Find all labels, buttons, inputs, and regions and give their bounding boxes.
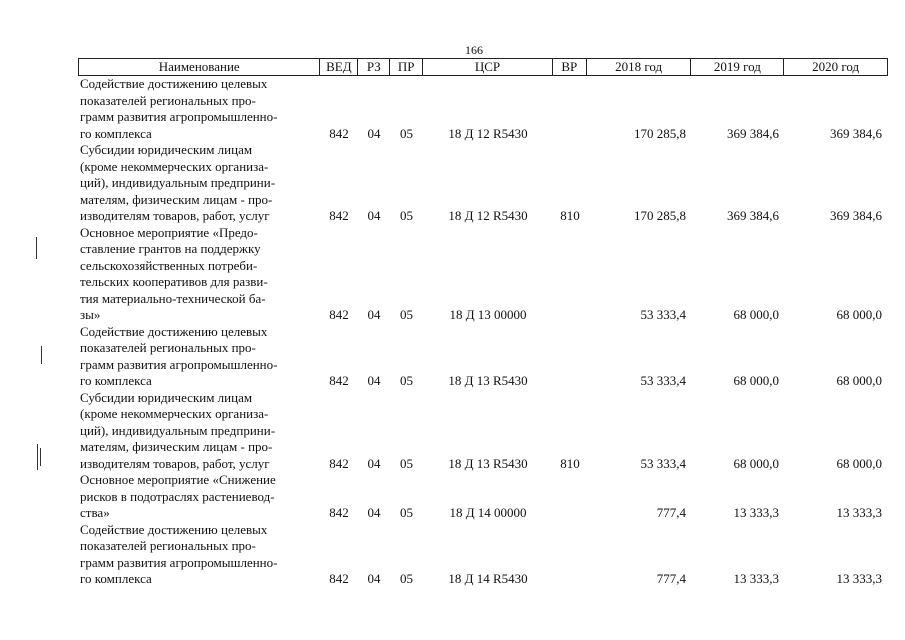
name-line: го комплекса bbox=[80, 373, 152, 388]
name-line: ства» bbox=[80, 505, 110, 520]
cell-name bbox=[78, 76, 320, 142]
name-line: грамм развития агропромышленно- bbox=[80, 109, 278, 124]
cell-pr: 05 bbox=[400, 505, 413, 520]
cell-2019: 68 000,0 bbox=[733, 373, 779, 388]
cell-pr: 05 bbox=[400, 307, 413, 322]
header-vr: ВР bbox=[553, 59, 587, 75]
cell-ved: 842 bbox=[329, 505, 349, 520]
cell-ved: 842 bbox=[329, 373, 349, 388]
cell-2018: 777,4 bbox=[656, 571, 686, 586]
cell-2018: 53 333,4 bbox=[640, 455, 686, 471]
name-line: тия материально-технической ба- bbox=[80, 290, 266, 306]
cell-vr: 810 bbox=[560, 208, 580, 223]
cell-pr: 05 bbox=[400, 571, 413, 586]
table-header bbox=[78, 58, 888, 76]
cell-rz: 04 bbox=[367, 125, 381, 141]
cell-pr: 05 bbox=[400, 208, 413, 223]
cell-csr: 18 Д 12 R5430 bbox=[448, 125, 528, 141]
header-name: Наименование bbox=[79, 59, 320, 75]
table-body bbox=[78, 76, 888, 588]
name-line: Основное мероприятие «Снижение bbox=[80, 472, 276, 487]
cell-rz: 04 bbox=[367, 373, 381, 388]
table-row bbox=[78, 522, 888, 588]
cell-pr: 05 bbox=[400, 125, 413, 141]
cell-2020: 68 000,0 bbox=[836, 373, 882, 388]
cell-2018: 170 285,8 bbox=[634, 125, 686, 141]
name-line: Содействие достижению целевых bbox=[80, 76, 268, 91]
cell-2020: 369 384,6 bbox=[830, 208, 882, 223]
cell-2020: 13 333,3 bbox=[836, 505, 882, 520]
name-line: рисков в подотраслях растениевод- bbox=[80, 488, 275, 504]
table-row bbox=[78, 390, 888, 473]
name-line: Содействие достижению целевых bbox=[80, 323, 268, 339]
cell-rz: 04 bbox=[367, 307, 381, 322]
cell-2019: 369 384,6 bbox=[727, 125, 779, 141]
cell-2019: 369 384,6 bbox=[727, 208, 779, 223]
cell-2020: 68 000,0 bbox=[836, 307, 882, 322]
name-line: показателей региональных про- bbox=[80, 538, 256, 553]
name-line: го комплекса bbox=[80, 571, 152, 586]
name-line: изводителям товаров, работ, услуг bbox=[80, 455, 270, 471]
cell-2020: 13 333,3 bbox=[836, 571, 882, 586]
table-row bbox=[78, 76, 888, 142]
name-line: ций), индивидуальным предприни- bbox=[80, 422, 276, 438]
cell-name bbox=[78, 324, 320, 390]
cell-csr: 18 Д 14 00000 bbox=[449, 505, 527, 520]
header-csr: ЦСР bbox=[423, 59, 553, 75]
cell-ved: 842 bbox=[329, 125, 349, 141]
header-ved: ВЕД bbox=[320, 59, 358, 75]
cell-name bbox=[78, 522, 320, 588]
cell-2020: 369 384,6 bbox=[830, 125, 882, 141]
name-line: изводителям товаров, работ, услуг bbox=[80, 208, 270, 223]
name-line: ций), индивидуальным предприни- bbox=[80, 175, 276, 190]
cell-2018: 53 333,4 bbox=[640, 373, 686, 388]
cell-ved: 842 bbox=[329, 571, 349, 586]
cell-2020: 68 000,0 bbox=[836, 455, 882, 471]
cell-pr: 05 bbox=[400, 373, 413, 388]
cell-vr: 810 bbox=[560, 455, 580, 471]
margin-mark bbox=[37, 444, 38, 470]
table-row bbox=[78, 225, 888, 324]
name-line: сельскохозяйственных потреби- bbox=[80, 257, 258, 273]
cell-2018: 777,4 bbox=[656, 505, 686, 520]
header-rz: РЗ bbox=[358, 59, 390, 75]
name-line: Содействие достижению целевых bbox=[80, 521, 268, 537]
cell-2019: 13 333,3 bbox=[733, 571, 779, 586]
cell-name bbox=[78, 142, 320, 225]
cell-csr: 18 Д 13 R5430 bbox=[448, 455, 528, 471]
name-line: показателей региональных про- bbox=[80, 92, 256, 108]
cell-2019: 68 000,0 bbox=[733, 307, 779, 322]
name-line: показателей региональных про- bbox=[80, 340, 256, 355]
cell-2019: 68 000,0 bbox=[733, 455, 779, 471]
name-line: грамм развития агропромышленно- bbox=[80, 554, 278, 570]
name-line: го комплекса bbox=[80, 125, 152, 141]
cell-csr: 18 Д 12 R5430 bbox=[448, 208, 528, 223]
name-line: (кроме некоммерческих организа- bbox=[80, 158, 269, 174]
cell-2019: 13 333,3 bbox=[733, 505, 779, 520]
name-line: мателям, физическим лицам - про- bbox=[80, 439, 273, 454]
cell-name bbox=[78, 225, 320, 324]
cell-pr: 05 bbox=[400, 455, 413, 471]
name-line: ставление грантов на поддержку bbox=[80, 241, 261, 256]
table-row bbox=[78, 142, 888, 225]
cell-rz: 04 bbox=[367, 571, 381, 586]
cell-ved: 842 bbox=[329, 208, 349, 223]
cell-ved: 842 bbox=[329, 455, 349, 471]
name-line: (кроме некоммерческих организа- bbox=[80, 406, 269, 421]
header-2018: 2018 год bbox=[587, 59, 692, 75]
cell-rz: 04 bbox=[367, 455, 381, 471]
cell-name bbox=[78, 472, 320, 522]
cell-csr: 18 Д 13 R5430 bbox=[448, 373, 528, 388]
margin-mark bbox=[41, 346, 42, 364]
name-line: зы» bbox=[80, 307, 101, 322]
header-2020: 2020 год bbox=[812, 59, 860, 74]
cell-csr: 18 Д 14 R5430 bbox=[448, 571, 528, 586]
cell-2018: 170 285,8 bbox=[634, 208, 686, 223]
header-2019: 2019 год bbox=[691, 59, 784, 75]
margin-mark bbox=[40, 448, 41, 466]
table-row bbox=[78, 472, 888, 522]
table-row bbox=[78, 324, 888, 390]
name-line: мателям, физическим лицам - про- bbox=[80, 191, 273, 207]
cell-ved: 842 bbox=[329, 307, 349, 322]
page-number: 166 bbox=[465, 43, 483, 57]
cell-csr: 18 Д 13 00000 bbox=[449, 307, 527, 322]
name-line: тельских кооперативов для разви- bbox=[80, 274, 268, 289]
name-line: грамм развития агропромышленно- bbox=[80, 356, 278, 372]
name-line: Субсидии юридическим лицам bbox=[80, 142, 253, 157]
header-pr: ПР bbox=[390, 59, 423, 75]
margin-mark bbox=[36, 237, 37, 259]
cell-name bbox=[78, 390, 320, 473]
cell-rz: 04 bbox=[367, 208, 381, 223]
cell-rz: 04 bbox=[367, 505, 381, 520]
cell-2018: 53 333,4 bbox=[640, 307, 686, 322]
name-line: Основное мероприятие «Предо- bbox=[80, 224, 258, 240]
name-line: Субсидии юридическим лицам bbox=[80, 389, 253, 405]
